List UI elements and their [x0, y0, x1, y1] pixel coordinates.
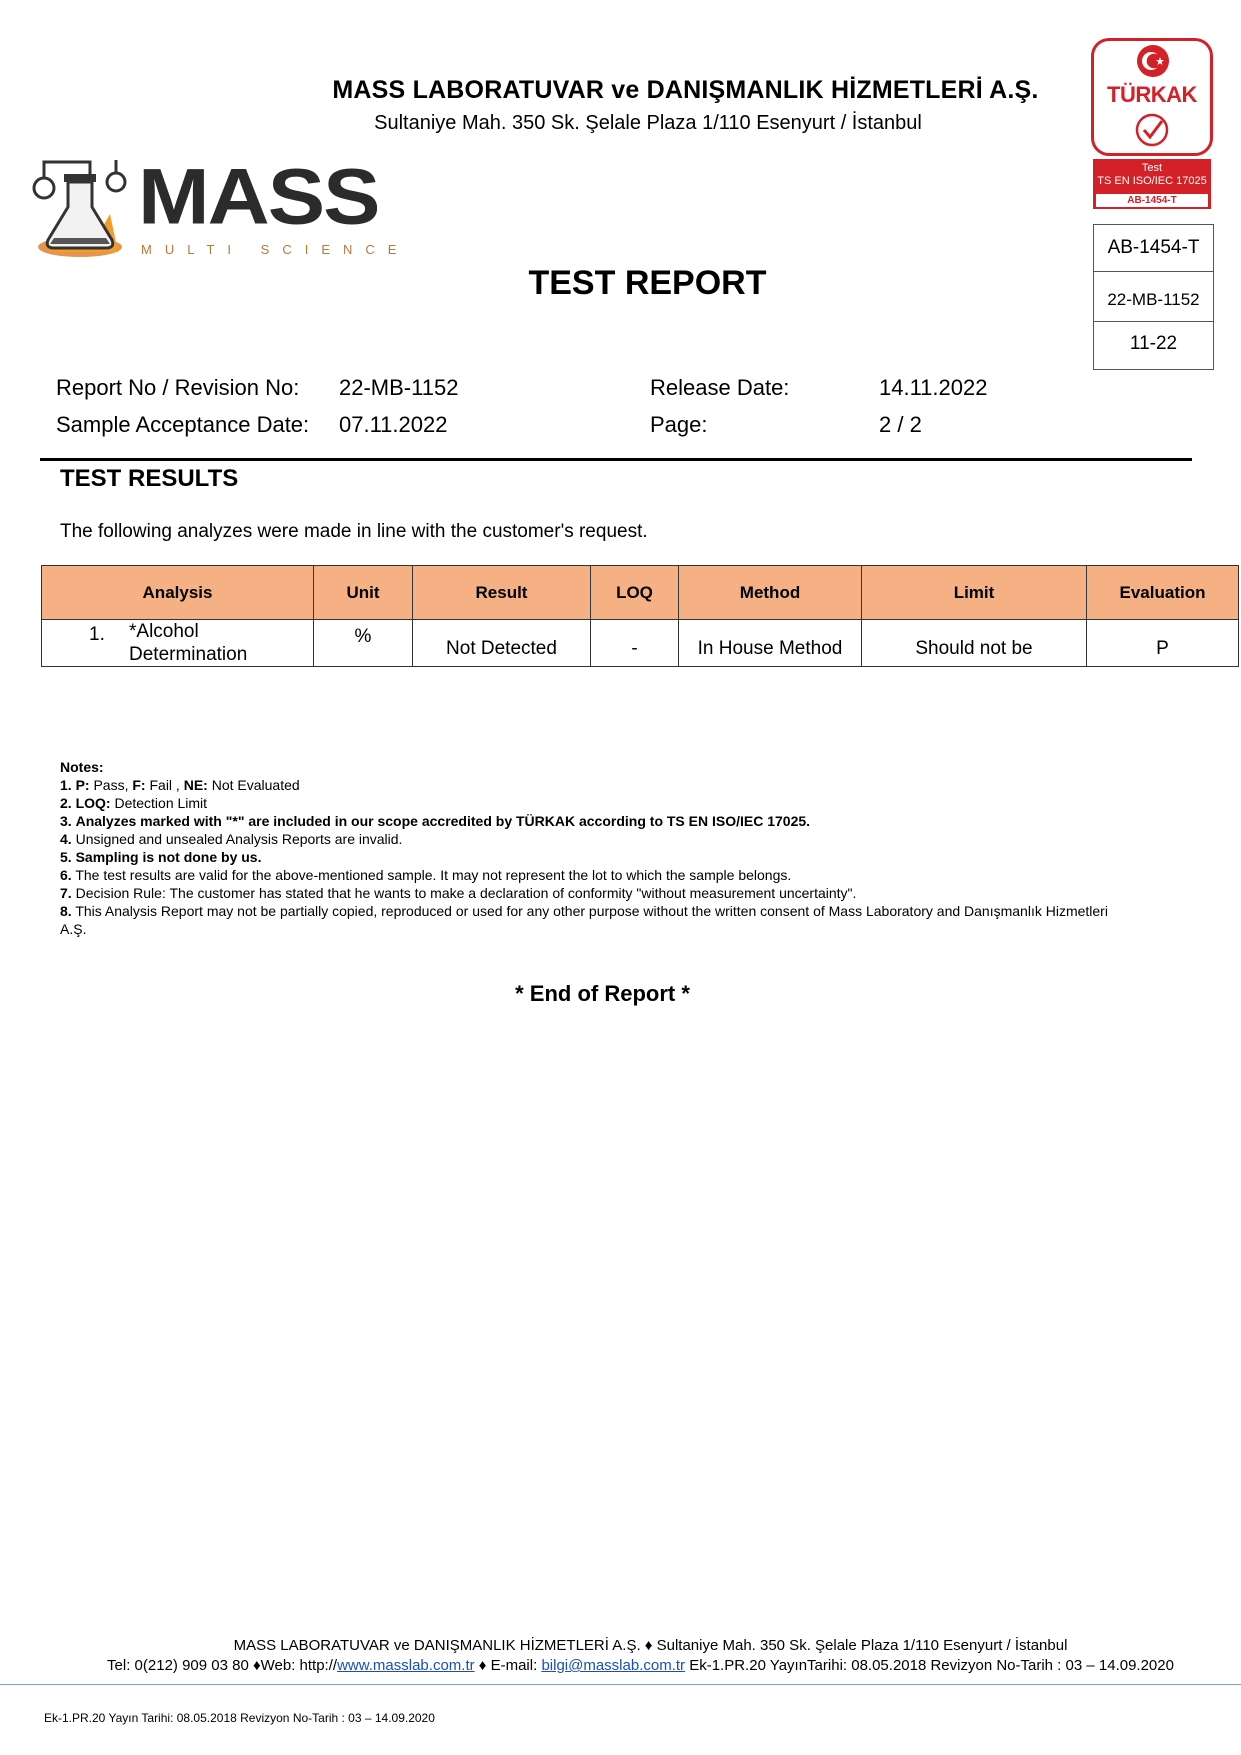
- note-5: 5. Sampling is not done by us.: [60, 849, 262, 865]
- logo-tagline: MULTI SCIENCE: [141, 242, 410, 257]
- cell-limit: Should not be: [862, 620, 1087, 667]
- company-name: MASS LABORATUVAR ve DANIŞMANLIK HİZMETLERİ A.Ş.: [332, 76, 1039, 104]
- table-row: [42, 620, 1239, 667]
- crescent-star-icon: [1136, 44, 1170, 78]
- cell-method: In House Method: [679, 620, 862, 667]
- page-label: Page:: [650, 412, 708, 437]
- col-limit: Limit: [862, 566, 1087, 620]
- accreditation-code: AB-1454-T: [1096, 194, 1208, 207]
- cell-unit: %: [314, 620, 413, 667]
- note-3: 3. Analyzes marked with "*" are included in our scope accredited by TÜRKAK according to TS EN ISO/IEC 17025.: [60, 813, 811, 829]
- notes-title: Notes:: [60, 759, 104, 775]
- website-link[interactable]: www.masslab.com.tr: [337, 1657, 475, 1674]
- logo-wordmark: MASS: [138, 152, 379, 242]
- report-no-label: Report No / Revision No:: [56, 375, 300, 400]
- note-6: 6. The test results are valid for the above-mentioned sample. It may not represent the lot to which the sample belongs.: [60, 867, 792, 883]
- accreditation-line1: Test: [1141, 162, 1163, 174]
- note-4: 4. Unsigned and unsealed Analysis Reports are invalid.: [60, 831, 403, 847]
- page-value: 2 / 2: [879, 412, 922, 437]
- footer-contact: Tel: 0(212) 909 03 80 ♦Web: http://www.masslab.com.tr ♦ E-mail: bilgi@masslab.com.tr Ek-1.PR.20 YayınTarihi: 08.05.2018 Revizyon No-Tarih : 03 – 14.09.2020: [107, 1657, 1174, 1674]
- report-no-value: 22-MB-1152: [339, 375, 459, 400]
- col-method: Method: [679, 566, 862, 620]
- flask-logo-icon: [30, 152, 130, 262]
- acceptance-date-value: 07.11.2022: [339, 412, 448, 437]
- results-table: [41, 565, 1239, 667]
- footer-divider: [0, 1684, 1241, 1685]
- reference-accreditation-no: AB-1454-T: [1094, 225, 1213, 272]
- note-1: 1. P: Pass, F: Fail , NE: Not Evaluated: [60, 777, 300, 793]
- note-7: 7. Decision Rule: The customer has stated that he wants to make a declaration of conformity "without measurement uncertainty".: [60, 885, 857, 901]
- cell-evaluation: P: [1087, 620, 1239, 667]
- section-divider: [40, 458, 1192, 461]
- col-analysis: Analysis: [42, 566, 314, 620]
- reference-report-no: 22-MB-1152: [1094, 272, 1213, 322]
- note-2: 2. LOQ: Detection Limit: [60, 795, 208, 811]
- end-of-report: * End of Report *: [515, 981, 690, 1006]
- footer-address: MASS LABORATUVAR ve DANIŞMANLIK HİZMETLERİ A.Ş. ♦ Sultaniye Mah. 350 Sk. Şelale Plaza 1/110 Esenyurt / İstanbul: [233, 1637, 1068, 1654]
- analysis-name: *Alcohol Determination: [129, 621, 248, 665]
- cell-analysis: [42, 620, 314, 667]
- release-date-label: Release Date:: [650, 375, 790, 400]
- col-unit: Unit: [314, 566, 413, 620]
- table-header-row: [42, 566, 1239, 620]
- reference-month: 11-22: [1129, 333, 1178, 354]
- turkak-wordmark: TÜRKAK: [1107, 82, 1197, 107]
- page-title: TEST REPORT: [528, 264, 767, 302]
- cell-result: Not Detected: [413, 620, 591, 667]
- company-address: Sultaniye Mah. 350 Sk. Şelale Plaza 1/110 Esenyurt / İstanbul: [374, 112, 922, 134]
- check-circle-icon: [1134, 112, 1170, 148]
- footer-document-code: Ek-1.PR.20 Yayın Tarihi: 08.05.2018 Revizyon No-Tarih : 03 – 14.09.2020: [44, 1711, 435, 1725]
- acceptance-date-label: Sample Acceptance Date:: [56, 412, 310, 437]
- col-evaluation: Evaluation: [1087, 566, 1239, 620]
- row-number: 1.: [89, 624, 105, 645]
- intro-text: The following analyzes were made in line with the customer's request.: [60, 521, 648, 542]
- notes: [60, 758, 1120, 938]
- email-link[interactable]: bilgi@masslab.com.tr: [541, 1657, 686, 1674]
- cell-loq: -: [591, 620, 679, 667]
- note-8: 8. This Analysis Report may not be partially copied, reproduced or used for any other purpose without the written consent of Mass Laboratory and Danışmanlık Hizmetleri A.Ş.: [60, 903, 1108, 937]
- col-loq: LOQ: [591, 566, 679, 620]
- accreditation-line2: TS EN ISO/IEC 17025: [1097, 175, 1207, 187]
- section-title: TEST RESULTS: [60, 465, 239, 492]
- col-result: Result: [413, 566, 591, 620]
- release-date-value: 14.11.2022: [879, 375, 988, 400]
